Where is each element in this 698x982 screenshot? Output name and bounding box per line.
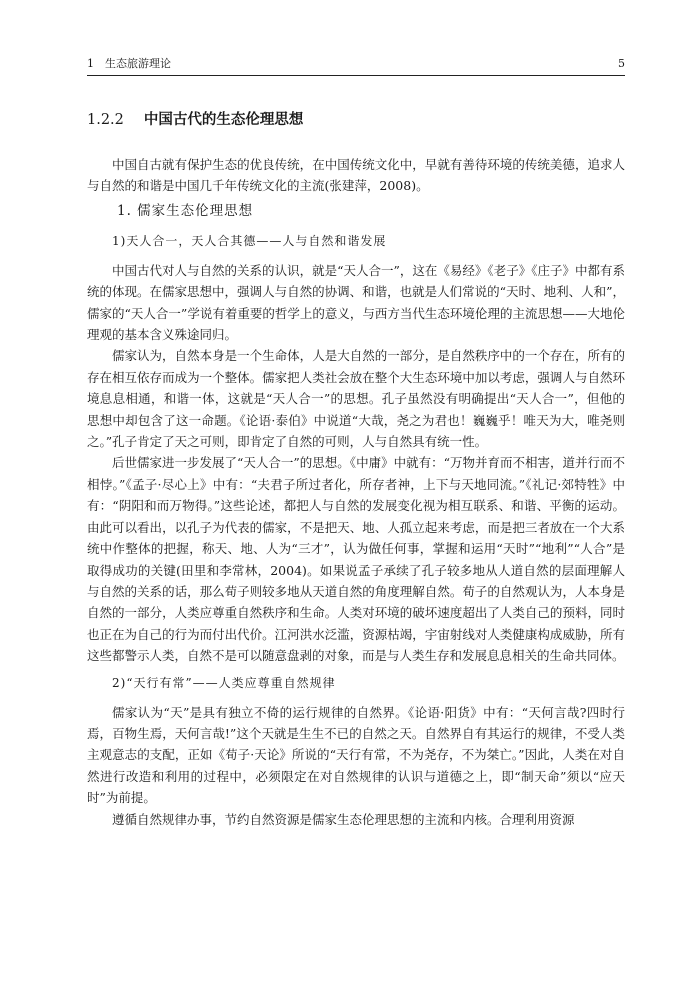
- page-number: 5: [618, 57, 625, 70]
- body-paragraph: 儒家认为“天”是具有独立不倚的运行规律的自然界。《论语·阳货》中有：“天何言哉?四时行焉，百物生焉，天何言哉!”这个天就是生生不已的自然之天。自然界自有其运行的规律，不受人类主观意志的支配，正如《荀子·天论》所说的“天行有常，不为尧存，不为桀亡。”因此，人类在对自然进行改造和利用的过程中，必须限定在对自然规律的认识与道德之上，即“制天命”须以“应天时”为前提。: [87, 704, 625, 806]
- section-heading: [87, 110, 625, 130]
- subsection-heading: 1. 儒家生态伦理思想: [117, 202, 254, 219]
- page-body: [87, 110, 625, 830]
- running-header: [87, 55, 625, 76]
- running-title: 1 生态旅游理论: [87, 57, 171, 70]
- section-title: 中国古代的生态伦理思想: [143, 111, 304, 128]
- intro-paragraph: 中国自古就有保护生态的优良传统，在中国传统文化中，早就有善待环境的传统美德，追求人与自然的和谐是中国几千年传统文化的主流(张建萍，2008)。: [87, 157, 625, 194]
- body-paragraph: 后世儒家进一步发展了“天人合一”的思想。《中庸》中就有：“万物并育而不相害，道并行而不相悖。”《孟子·尽心上》中有：“夫君子所过者化，所存者神，上下与天地同流。”《礼记·郊特牲》中有：“阴阳和而万物得。”这些论述，都把人与自然的发展变化视为相互联系、和谐、平衡的运动。由此可以看出，以孔子为代表的儒家，不是把天、地、人孤立起来考虑，而是把三者放在一个大系统中作整体的把握，称天、地、人为“三才”，认为做任何事，掌握和运用“天时”“地利”“人合”是取得成功的关键(田里和李常林，2004)。如果说孟子承续了孔子较多地从人道自然的层面理解人与自然的关系的话，那么荀子则较多地从天道自然的角度理解自然。荀子的自然观认为，人本身是自然的一部分，人类应尊重自然秩序和生命。人类对环境的破坏速度超出了人类自己的预料，同时也正在为自己的行为而付出代价。江河洪水泛滥，资源枯竭，宇宙射线对人类健康构成威胁，所有这些都警示人类，自然不是可以随意盘剥的对象，而是与人类生存和发展息息相关的生命共同体。: [87, 455, 625, 664]
- body-paragraph: 儒家认为，自然本身是一个生命体，人是大自然的一部分，是自然秩序中的一个存在，所有的存在相互依存而成为一个整体。儒家把人类社会放在整个大生态环境中加以考虑，强调人与自然环境息息相通，和谐一体，这就是“天人合一”的思想。孔子虽然没有明确提出“天人合一”，但他的思想中却包含了这一命题。《论语·泰伯》中说道“大哉，尧之为君也！巍巍乎！唯天为大，唯尧则之。”孔子肯定了天之可则，即肯定了自然的可则，人与自然具有统一性。: [87, 348, 625, 450]
- body-paragraph: 中国古代对人与自然的关系的认识，就是“天人合一”，这在《易经》《老子》《庄子》中都有系统的体现。在儒家思想中，强调人与自然的协调、和谐，也就是人们常说的“天时、地利、人和”，儒家的“天人合一”学说有着重要的哲学上的意义，与西方当代生态环境伦理的主流思想——大地伦理观的基本含义殊途同归。: [87, 262, 625, 343]
- body-paragraph: 遵循自然规律办事，节约自然资源是儒家生态伦理思想的主流和内核。合理利用资源: [112, 811, 575, 827]
- topic-heading-2: 2)“天行有常”——人类应尊重自然规律: [112, 675, 336, 690]
- section-number: 1.2.2: [87, 112, 124, 128]
- topic-heading-1: 1)天人合一，天人合其德——人与自然和谐发展: [112, 233, 387, 248]
